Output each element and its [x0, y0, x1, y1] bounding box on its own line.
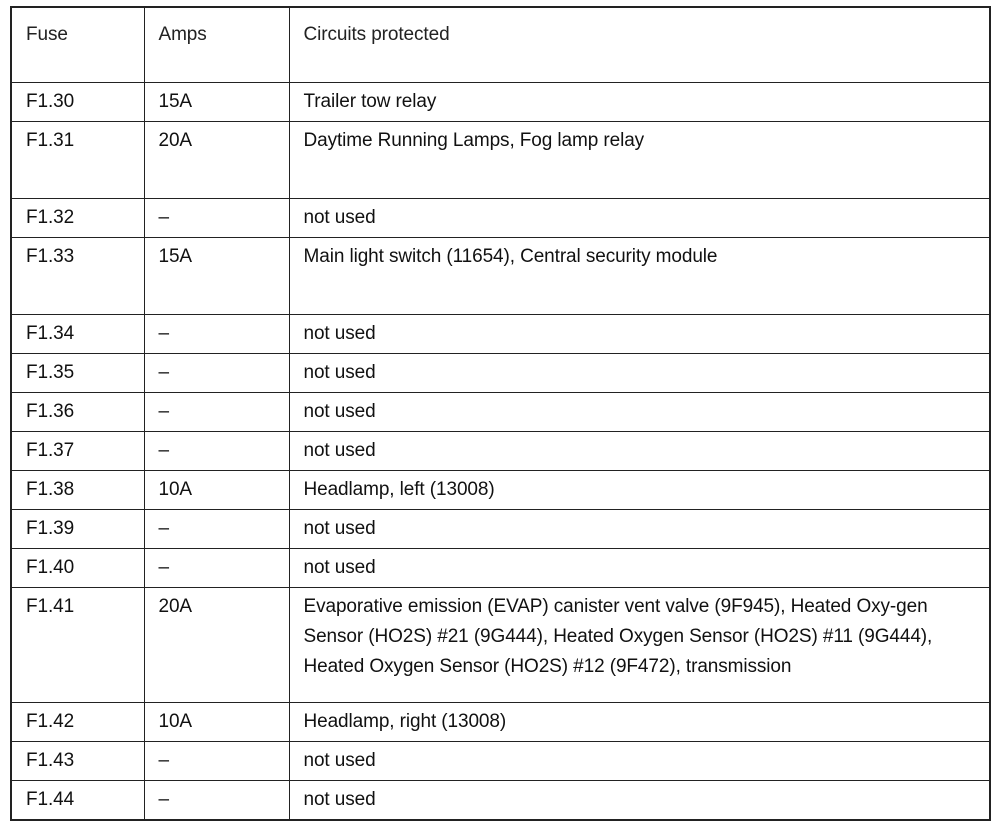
fuse-cell: F1.42	[11, 703, 144, 742]
circuits-cell: Headlamp, left (13008)	[289, 471, 990, 510]
table-row	[11, 432, 990, 471]
amps-cell: –	[144, 199, 289, 238]
table-row	[11, 354, 990, 393]
amps-cell: 15A	[144, 238, 289, 315]
circuits-cell: Daytime Running Lamps, Fog lamp relay	[289, 122, 990, 199]
header-circuits: Circuits protected	[289, 7, 990, 83]
table-row	[11, 781, 990, 821]
table-row	[11, 549, 990, 588]
amps-cell: –	[144, 781, 289, 821]
amps-cell: 10A	[144, 703, 289, 742]
amps-cell: –	[144, 315, 289, 354]
fuse-cell: F1.30	[11, 83, 144, 122]
fuse-table	[10, 6, 991, 821]
circuits-cell: not used	[289, 432, 990, 471]
fuse-cell: F1.37	[11, 432, 144, 471]
fuse-cell: F1.35	[11, 354, 144, 393]
circuits-cell	[289, 588, 990, 703]
fuse-cell: F1.31	[11, 122, 144, 199]
table-row	[11, 83, 990, 122]
circuits-cell: not used	[289, 315, 990, 354]
table-row	[11, 393, 990, 432]
amps-cell: –	[144, 742, 289, 781]
amps-cell: –	[144, 549, 289, 588]
fuse-cell: F1.36	[11, 393, 144, 432]
circuits-cell: not used	[289, 354, 990, 393]
table-row	[11, 510, 990, 549]
amps-cell: –	[144, 432, 289, 471]
circuits-cell: not used	[289, 393, 990, 432]
circuits-text: Evaporative emission (EVAP) canister vent valve (9F945), Heated Oxy-gen Sensor (HO2S) #21 (9G444), Heated Oxygen Sensor (HO2S) #11 (9G444), Heated Oxygen Sensor (HO2S) #12 (9F472), transmission	[303, 596, 933, 677]
header-amps: Amps	[144, 7, 289, 83]
circuits-cell: Main light switch (11654), Central security module	[289, 238, 990, 315]
circuits-cell: not used	[289, 742, 990, 781]
table-row	[11, 199, 990, 238]
fuse-cell: F1.43	[11, 742, 144, 781]
fuse-cell: F1.34	[11, 315, 144, 354]
fuse-cell: F1.40	[11, 549, 144, 588]
circuits-cell: not used	[289, 510, 990, 549]
fuse-cell: F1.41	[11, 588, 144, 703]
table-row	[11, 471, 990, 510]
fuse-cell: F1.44	[11, 781, 144, 821]
circuits-cell: not used	[289, 199, 990, 238]
circuits-cell: Headlamp, right (13008)	[289, 703, 990, 742]
table-row	[11, 588, 990, 703]
table-row	[11, 122, 990, 199]
circuits-cell: not used	[289, 781, 990, 821]
header-row	[11, 7, 990, 83]
amps-cell: 20A	[144, 122, 289, 199]
amps-cell: 20A	[144, 588, 289, 703]
amps-cell: –	[144, 393, 289, 432]
header-fuse: Fuse	[11, 7, 144, 83]
amps-cell: –	[144, 510, 289, 549]
amps-cell: –	[144, 354, 289, 393]
fuse-cell: F1.38	[11, 471, 144, 510]
table-row	[11, 742, 990, 781]
amps-cell: 15A	[144, 83, 289, 122]
fuse-cell: F1.32	[11, 199, 144, 238]
fuse-cell: F1.33	[11, 238, 144, 315]
amps-cell: 10A	[144, 471, 289, 510]
circuits-cell: Trailer tow relay	[289, 83, 990, 122]
table-row	[11, 703, 990, 742]
table-row	[11, 238, 990, 315]
circuits-cell: not used	[289, 549, 990, 588]
table-row	[11, 315, 990, 354]
fuse-cell: F1.39	[11, 510, 144, 549]
